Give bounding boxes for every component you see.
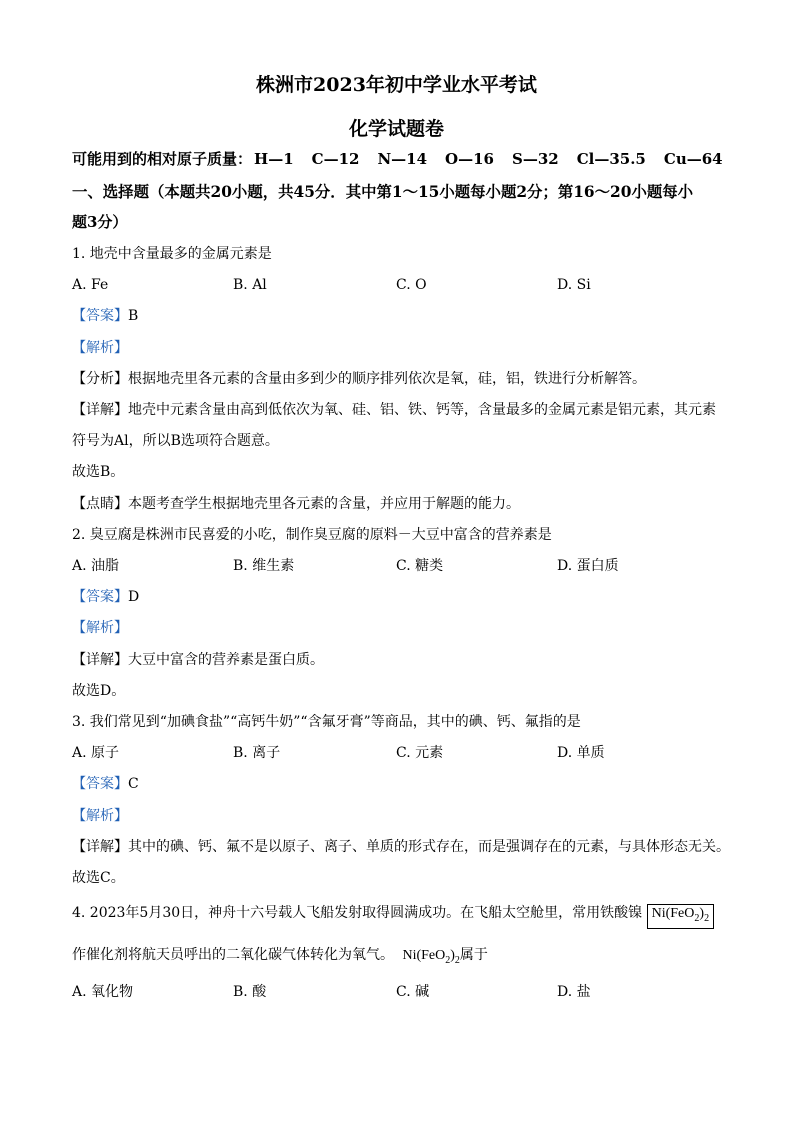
q1-stem: 1. 地壳中含量最多的金属元素是	[72, 246, 272, 262]
atomic-mass-item: H—1	[254, 150, 294, 168]
q1-answer	[72, 307, 138, 325]
q1-fenxi-text: 根据地壳里各元素的含量由多到少的顺序排列依次是氧，硅，铝，铁进行分析解答。	[128, 371, 646, 387]
formula-sub: 2	[694, 912, 700, 924]
atomic-mass-item: N—14	[377, 150, 428, 168]
q4-option-c: C. 碱	[396, 984, 430, 1000]
q4-stem	[72, 904, 714, 929]
q3-stem: 3. 我们常见到“加碘食盐”“高钙牛奶”“含氟牙膏”等商品，其中的碘、钙、氟指的是	[72, 714, 581, 730]
q1-fenxi	[72, 370, 646, 388]
formula-sub: 2	[454, 954, 460, 966]
comment-tag: 【点睛】	[72, 496, 128, 512]
page-title: 株洲市2023年初中学业水平考试	[256, 74, 537, 96]
formula-main: Ni(FeO	[402, 948, 446, 963]
formula-close: )	[699, 906, 705, 921]
q4-stem-tail: 属于	[459, 947, 488, 963]
q3-option-b: B. 离子	[233, 745, 281, 761]
q1-answer-value: B	[128, 308, 139, 324]
q2-answer-value: D	[128, 589, 140, 605]
q1-analysis-tag: 【解析】	[72, 340, 128, 356]
atomic-mass-item: S—32	[511, 150, 559, 168]
answer-tag: 【答案】	[72, 776, 128, 792]
answer-tag: 【答案】	[72, 308, 128, 324]
q1-comment	[72, 495, 520, 513]
detail-tag: 【详解】	[72, 402, 128, 418]
fenxi-tag: 【分析】	[72, 371, 128, 387]
q2-option-d: D. 蛋白质	[557, 558, 619, 574]
q1-detail-text: 地壳中元素含量由高到低依次为氧、硅、铝、铁、钙等，含量最多的金属元素是铝元素，其元素	[128, 402, 716, 418]
section-heading-cont: 题3分）	[72, 213, 128, 231]
q4-stem-text: 4. 2023年5月30日，神舟十六号载人飞船发射取得圆满成功。在飞船太空舱里，常用铁酸镍	[72, 905, 643, 921]
q3-option-d: D. 单质	[557, 745, 605, 761]
atomic-mass-item: Cu—64	[663, 150, 723, 168]
q1-option-c: C. O	[396, 277, 427, 293]
detail-tag: 【详解】	[72, 652, 128, 668]
q1-option-d: D. Si	[557, 277, 591, 293]
q3-detail	[72, 838, 730, 856]
q2-detail	[72, 651, 324, 669]
q3-option-a: A. 原子	[72, 745, 120, 761]
formula-close: )	[450, 948, 455, 963]
q3-detail-text: 其中的碘、钙、氟不是以原子、离子、单质的形式存在，而是强调存在的元素，与具体形态无关。	[128, 839, 730, 855]
q2-detail-text: 大豆中富含的营养素是蛋白质。	[128, 652, 324, 668]
q3-answer-value: C	[128, 776, 139, 792]
q1-option-a: A. Fe	[72, 277, 109, 293]
formula-sub: 2	[704, 912, 710, 924]
q2-option-a: A. 油脂	[72, 558, 120, 574]
q1-detail	[72, 401, 716, 419]
page-subtitle: 化学试题卷	[348, 118, 444, 140]
q2-stem: 2. 臭豆腐是株洲市民喜爱的小吃，制作臭豆腐的原料－大豆中富含的营养素是	[72, 527, 552, 543]
q2-answer	[72, 588, 139, 606]
atomic-mass-item: C—12	[311, 150, 360, 168]
detail-tag: 【详解】	[72, 839, 128, 855]
formula-main: Ni(FeO	[651, 906, 695, 921]
q3-analysis-tag: 【解析】	[72, 808, 128, 824]
answer-tag: 【答案】	[72, 589, 128, 605]
q2-option-c: C. 糖类	[396, 558, 444, 574]
q3-option-c: C. 元素	[396, 745, 444, 761]
q1-comment-text: 本题考查学生根据地壳里各元素的含量，并应用于解题的能力。	[128, 496, 520, 512]
q4-stem-cont	[72, 946, 488, 970]
q4-option-d: D. 盐	[557, 984, 591, 1000]
q2-option-b: B. 维生素	[233, 558, 295, 574]
q4-formula-bracketed	[647, 904, 714, 929]
q1-option-b: B. Al	[233, 277, 267, 293]
atomic-mass-item: O—16	[445, 150, 494, 168]
q4-option-a: A. 氧化物	[72, 984, 134, 1000]
formula-sub: 2	[445, 954, 451, 966]
q1-detail-cont: 符号为Al，所以B选项符合题意。	[72, 433, 279, 449]
q2-conclusion: 故选D。	[72, 683, 126, 699]
atomic-mass-label: 可能用到的相对原子质量：	[72, 150, 253, 168]
q4-option-b: B. 酸	[233, 984, 267, 1000]
atomic-mass-line	[72, 150, 741, 168]
q4-formula	[402, 948, 460, 966]
atomic-mass-item: Cl—35.5	[576, 150, 646, 168]
q3-answer	[72, 775, 139, 793]
q1-conclusion: 故选B。	[72, 464, 125, 480]
q4-stem-text-cont: 作催化剂将航天员呼出的二氧化碳气体转化为氧气。	[72, 947, 394, 963]
q2-analysis-tag: 【解析】	[72, 620, 128, 636]
section-heading: 一、选择题（本题共20小题，共45分．其中第1～15小题每小题2分；第16～20小题每小	[72, 183, 694, 201]
q3-conclusion: 故选C。	[72, 870, 125, 886]
